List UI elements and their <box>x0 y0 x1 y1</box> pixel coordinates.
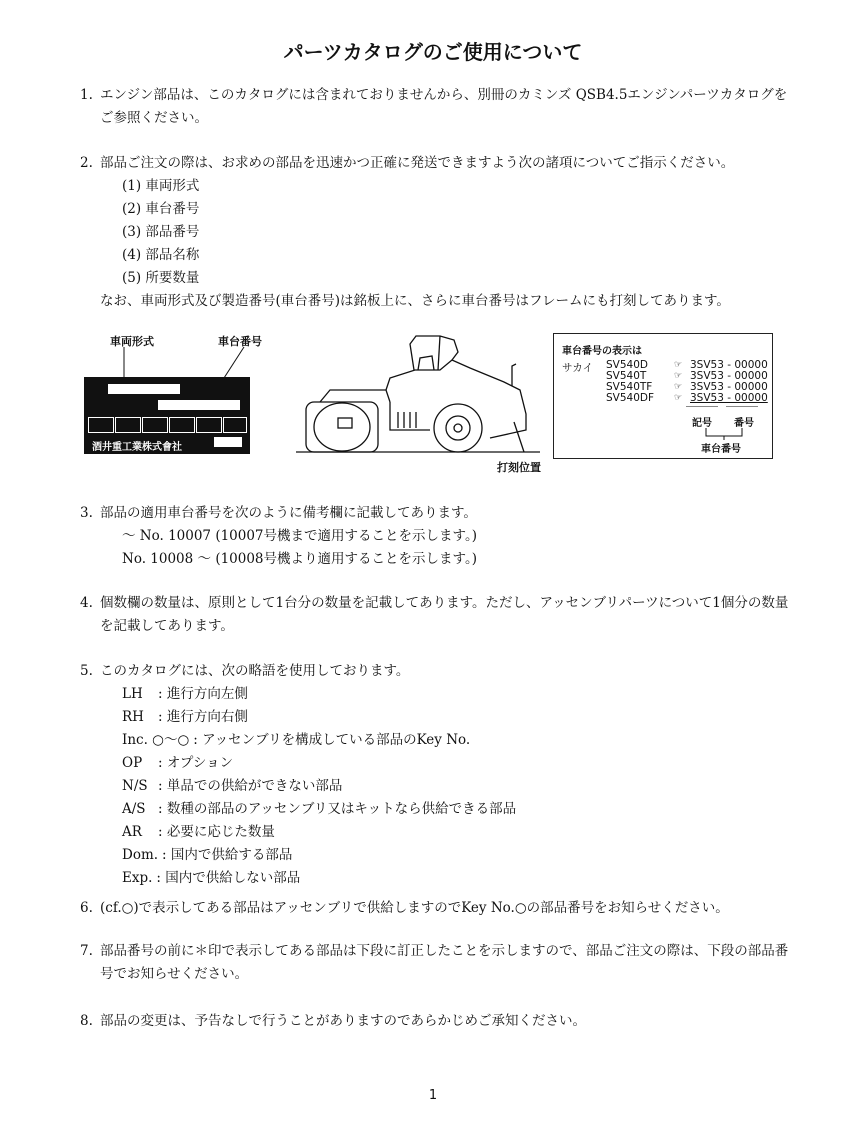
item-text: 個数欄の数量は、原則として1台分の数量を記載してあります。ただし、アッセンブリパーツについて1個分の数量を記載してあります。 <box>100 595 789 634</box>
roller-illustration <box>290 330 550 475</box>
serial-format: 3SV53 - 00000 <box>690 392 768 404</box>
abbreviation-key: N/S <box>122 778 148 794</box>
item-6 <box>80 897 800 920</box>
label-serial-number: 車台番号 <box>218 335 262 348</box>
item-1 <box>80 84 800 130</box>
abbreviation-key: LH <box>122 686 143 702</box>
sub-item: (3) 部品番号 <box>122 224 200 240</box>
abbreviation-key: AR <box>122 824 142 840</box>
item-4 <box>80 592 800 638</box>
page-number: 1 <box>428 1088 438 1103</box>
item-text: (cf.○)で表示してある部品はアッセンブリで供給しますのでKey No.○の部品番号をお知らせください。 <box>100 900 729 916</box>
label-vehicle-model: 車両形式 <box>110 335 154 348</box>
label-kigo: 記号 <box>692 418 712 429</box>
item-note: なお、車両形式及び製造番号(車台番号)は銘板上に、さらに車台番号はフレームにも打刻してあります。 <box>100 293 730 309</box>
abbreviation-key: Dom. <box>122 847 159 863</box>
abbreviation-row <box>100 729 800 752</box>
abbreviation-row <box>100 867 800 890</box>
pointing-hand-icon: ☞ <box>673 371 683 381</box>
serial-display-box <box>553 333 773 459</box>
item-7 <box>80 940 800 986</box>
abbreviation-desc: : 必要に応じた数量 <box>158 824 275 840</box>
serial-format: 3SV53 - 00000 <box>690 370 768 382</box>
sub-item: 〜 No. 10007 (10007号機まで適用することを示します。) <box>122 528 477 544</box>
item-number: 2. <box>80 155 93 171</box>
abbreviation-key: A/S <box>122 801 146 817</box>
abbreviation-desc: : オプション <box>158 755 234 771</box>
abbreviation-desc: : 進行方向左側 <box>158 686 248 702</box>
pointing-hand-icon: ☞ <box>673 382 683 392</box>
model-name: SV540TF <box>606 381 653 393</box>
abbreviation-row <box>100 683 800 706</box>
model-name: SV540D <box>606 359 648 371</box>
page-title: パーツカタログのご使用について <box>283 40 583 64</box>
box-header: 車台番号の表示は <box>562 346 642 357</box>
abbreviation-key: Exp. <box>122 870 153 886</box>
stamp-position-label: 打刻位置 <box>497 461 541 474</box>
sub-item: (1) 車両形式 <box>122 178 200 194</box>
item-text: 部品ご注文の際は、お求めの部品を迅速かつ正確に発送できますよう次の諸項についてご指示ください。 <box>100 155 735 171</box>
item-text: 部品番号の前に＊印で表示してある部品は下段に訂正したことを示しますので、部品ご注文の際は、下段の部品番号でお知らせください。 <box>100 943 789 982</box>
name-plate <box>84 377 250 454</box>
abbreviation-row <box>100 798 800 821</box>
label-bango: 番号 <box>734 418 754 429</box>
model-name: SV540DF <box>606 392 655 404</box>
item-text: エンジン部品は、このカタログには含まれておりませんから、別冊のカミンズ QSB4.5エンジンパーツカタログをご参照ください。 <box>100 87 788 126</box>
abbreviation-desc: : 進行方向右側 <box>158 709 248 725</box>
abbreviation-desc: : 国内で供給しない部品 <box>156 870 301 886</box>
pointing-hand-icon: ☞ <box>673 360 683 370</box>
box-maker: サカイ <box>562 362 593 374</box>
abbreviation-key: Inc. ○〜○ <box>122 732 190 748</box>
sub-item: (2) 車台番号 <box>122 201 200 217</box>
item-number: 5. <box>80 663 93 679</box>
item-number: 6. <box>80 900 93 916</box>
item-number: 3. <box>80 505 93 521</box>
abbreviation-key: OP <box>122 755 143 771</box>
abbreviation-desc: : 国内で供給する部品 <box>162 847 293 863</box>
sub-item: No. 10008 〜 (10008号機より適用することを示します。) <box>122 551 477 567</box>
sub-item: (4) 部品名称 <box>122 247 200 263</box>
item-number: 1. <box>80 87 93 103</box>
item-text: 部品の変更は、予告なしで行うことがありますのであらかじめご承知ください。 <box>100 1013 586 1029</box>
item-5 <box>80 660 800 890</box>
sub-item: (5) 所要数量 <box>122 270 200 286</box>
abbreviation-desc: : 単品での供給ができない部品 <box>158 778 343 794</box>
abbreviation-row <box>100 844 800 867</box>
item-number: 4. <box>80 595 93 611</box>
abbreviation-key: RH <box>122 709 144 725</box>
label-shadai-bango: 車台番号 <box>701 444 741 455</box>
model-name: SV540T <box>606 370 647 382</box>
serial-format: 3SV53 - 00000 <box>690 381 768 393</box>
item-text: このカタログには、次の略語を使用しております。 <box>100 663 410 679</box>
item-number: 8. <box>80 1013 93 1029</box>
item-number: 7. <box>80 943 93 959</box>
abbreviation-row <box>100 775 800 798</box>
serial-format: 3SV53 - 00000 <box>690 359 768 371</box>
item-2 <box>80 152 800 313</box>
abbreviation-row <box>100 821 800 844</box>
item-text: 部品の適用車台番号を次のように備考欄に記載してあります。 <box>100 505 477 521</box>
item-8 <box>80 1010 800 1033</box>
item-3 <box>80 502 800 571</box>
plate-maker-name: 酒井重工業株式會社 <box>92 442 182 453</box>
pointing-hand-icon: ☞ <box>673 393 683 403</box>
abbreviation-row <box>100 706 800 729</box>
model-row <box>606 393 770 404</box>
abbreviation-row <box>100 752 800 775</box>
abbreviation-desc: : 数種の部品のアッセンブリ又はキットなら供給できる部品 <box>158 801 517 817</box>
abbreviation-desc: : アッセンブリを構成している部品のKey No. <box>193 732 471 748</box>
